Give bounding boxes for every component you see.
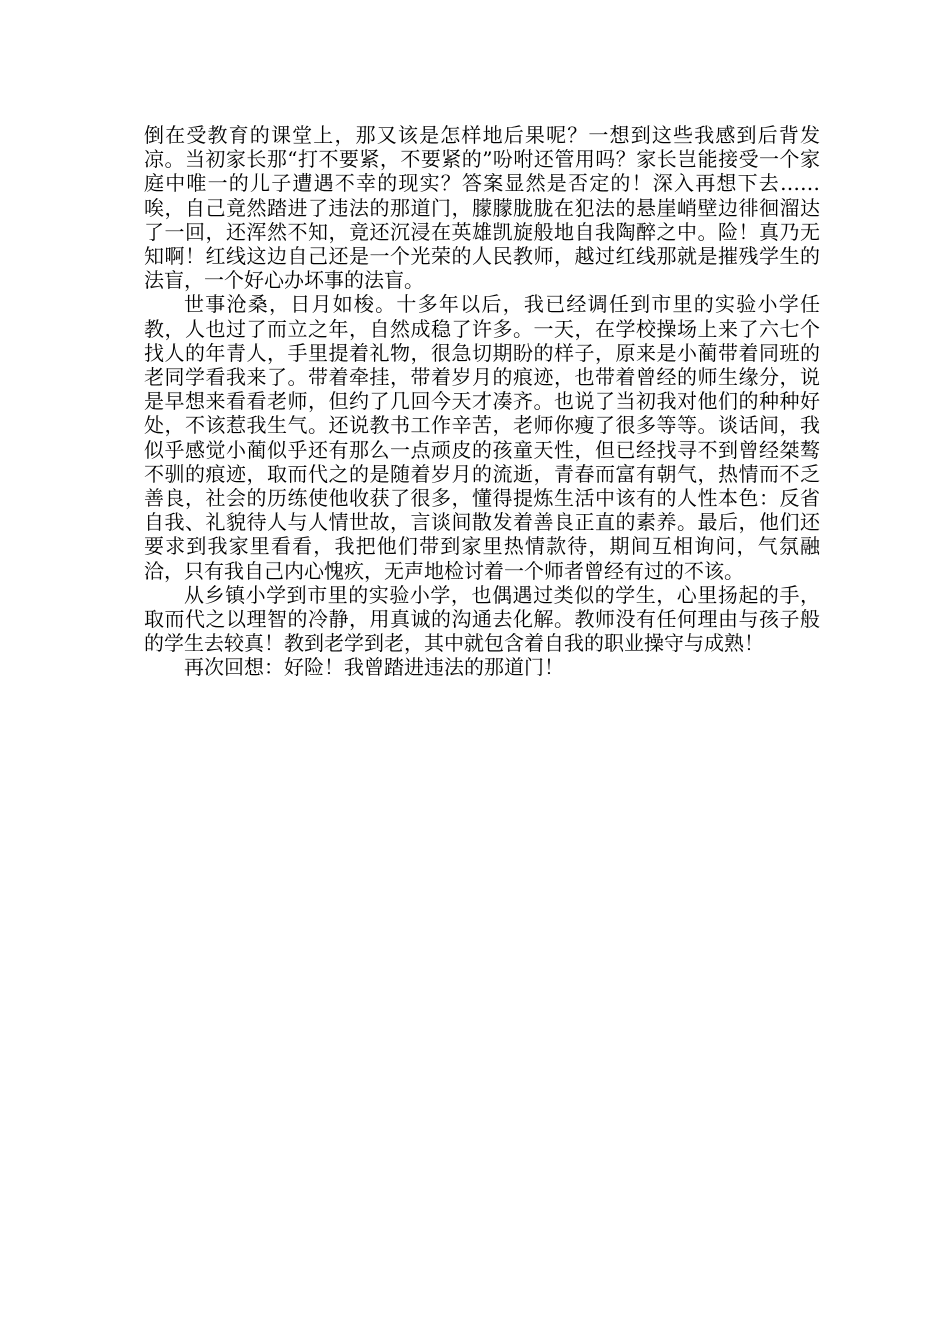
paragraph-3: 从乡镇小学到市里的实验小学，也偶遇过类似的学生，心里扬起的手，取而代之以理智的冷静，用真诚的沟通去化解。教师没有任何理由与孩子般的学生去较真！教到老学到老，其中就包含着自我的职业操守与成熟！	[144, 582, 820, 656]
paragraph-4: 再次回想：好险！我曾踏进违法的那道门！	[184, 655, 564, 680]
paragraph-2: 世事沧桑，日月如梭。十多年以后，我已经调任到市里的实验小学任教，人也过了而立之年，自然成稳了许多。一天，在学校操场上来了六七个找人的年青人，手里提着礼物，很急切期盼的样子，原来是小蔺带着同班的老同学看我来了。带着牵挂，带着岁月的痕迹，也带着曾经的师生缘分，说是早想来看看老师，但约了几回今天才凑齐。也说了当初我对他们的种种好处，不该惹我生气。还说教书工作辛苦，老师你瘦了很多等等。谈话间，我似乎感觉小蔺似乎还有那么一点顽皮的孩童天性，但已经找寻不到曾经桀骜不驯的痕迹，取而代之的是随着岁月的流逝，青春而富有朝气，热情而不乏善良，社会的历练使他收获了很多，懂得提炼生活中该有的人性本色：反省自我、礼貌待人与人情世故，言谈间散发着善良正直的素养。最后，他们还要求到我家里看看，我把他们带到家里热情款待，期间互相询问，气氛融洽，只有我自己内心愧疚，无声地检讨着一个师者曾经有过的不该。	[144, 292, 820, 583]
paragraph-1: 倒在受教育的课堂上，那又该是怎样地后果呢？一想到这些我感到后背发凉。当初家长那“打不要紧，不要紧的”吩咐还管用吗？家长岂能接受一个家庭中唯一的儿子遭遇不幸的现实？答案显然是否定的！深入再想下去……唉，自己竟然踏进了违法的那道门，朦朦胧胧在犯法的悬崖峭壁边徘徊溜达了一回，还浑然不知，竟还沉浸在英雄凯旋般地自我陶醉之中。险！真乃无知啊！红线这边自己还是一个光荣的人民教师，越过红线那就是摧残学生的法盲，一个好心办坏事的法盲。	[144, 123, 820, 293]
article-body	[144, 123, 820, 680]
